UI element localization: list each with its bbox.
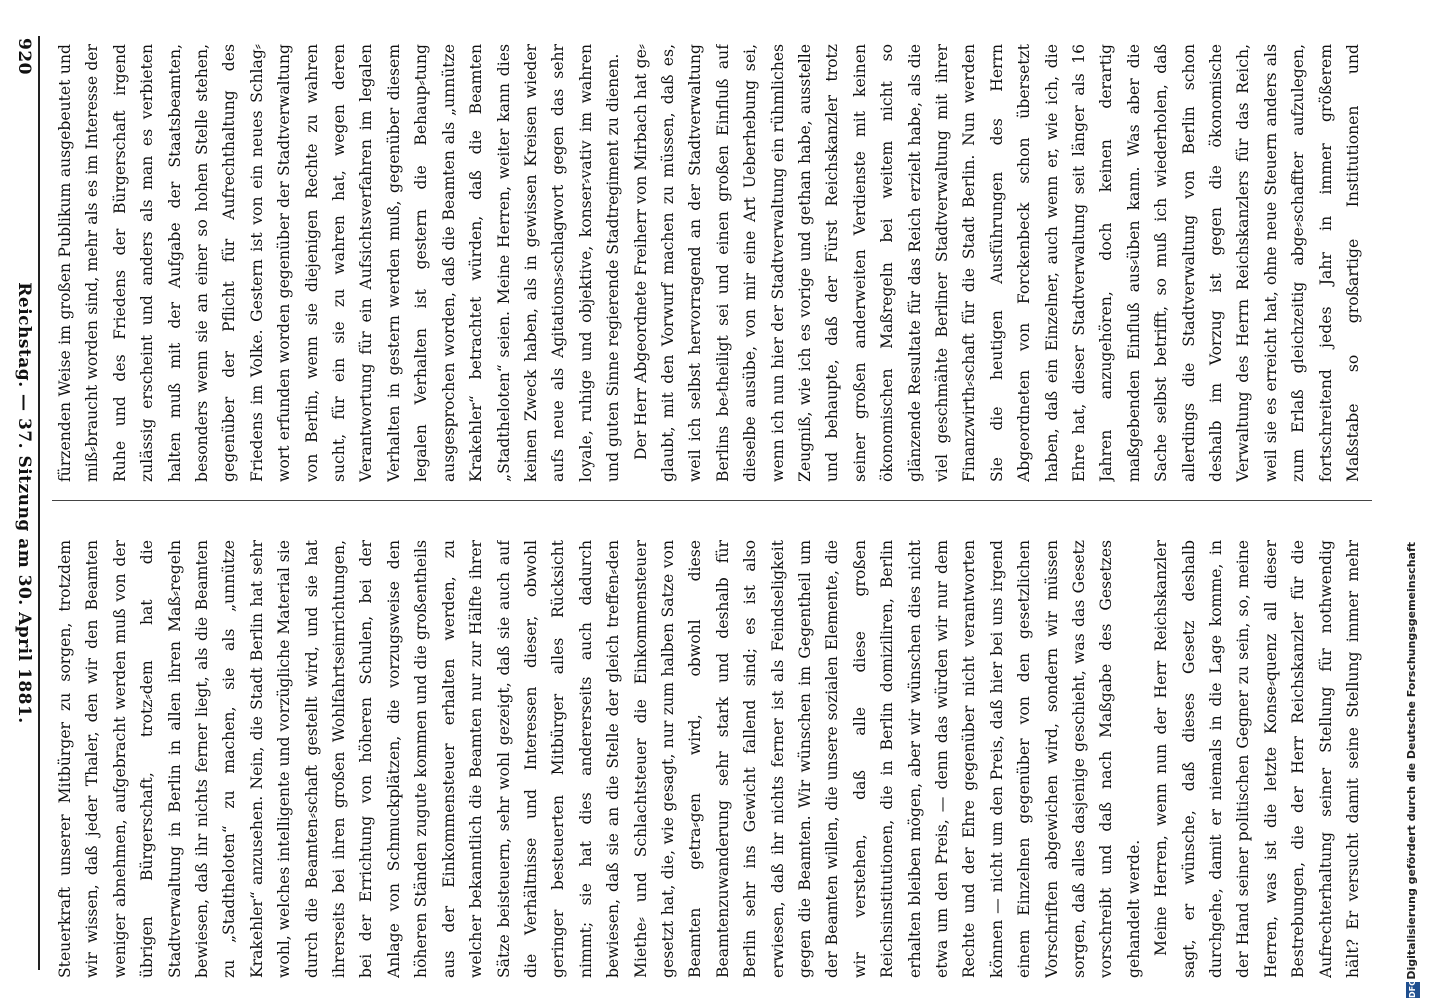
paragraph: Steuerkraft unserer Mitbürger zu sorgen, trotzdem wir wissen, daß jeder Thaler, den wir den Beamten weniger abnehmen, aufgebracht werden muß von der übrigen Bürgerschaft, trotz⸗dem hat die Stadtverwaltung in Berlin in allen ihren Maß⸗regeln bewiesen, daß ihr nichts ferner liegt, als die Beamten zu „Stadtheloten“ zu machen, sie als „unnütze Krakehler“ anzusehen. Nein, die Stadt Berlin hat sehr wohl, welches intelligente und vorzügliche Material sie durch die Beamten⸗schaft gestellt wird, und sie hat ihrerseits bei ihren großen Wohlfahrtseinrichtungen, bei der Errichtung von höheren Schulen, bei der Anlage von Schmuckplätzen, die vorzugsweise den höheren Ständen zugute kommen und die großentheils aus der Einkommensteuer erhalten werden, zu welcher bekanntlich die Beamten nur zur Hälfte ihrer Sätze beisteuern, sehr wohl gezeigt, daß sie auch auf die Verhältnisse und Interessen dieser, obwohl geringer besteuerten Mitbürger alles Rücksicht nimmt; sie hat dies andererseits auch dadurch bewiesen, daß sie an die Stelle der gleich treffen⸗den Miethe⸗ und Schlachtsteuer die Einkommensteuer gesetzt hat, die, wie gesagt, nur zum halben Satze von Beamten getra⸗gen wird, obwohl diese Beamtenzuwanderung sehr stark und deshalb für Berlin sehr ins Gewicht fallend sind; es ist also erwiesen, daß ihr nichts ferner ist als Feindseligkeit gegen die Beamten. Wir wünschen im Gegentheil um der Beamten willen, die unsere sozialen Elemente, die wir verstehen, daß alle diese großen Reichsinstitutionen, die in Berlin domiziliren, Berlin erhalten bleiben mögen, aber wir wünschen dies nicht etwa um den Preis, — denn das würden wir nur dem Rechte und der Ehre gegenüber nicht verantworten können — nicht um den Preis, daß hier bei uns irgend einem Einzelnen gegenüber von den gesetzlichen Vorschriften abgewichen wird, sondern wir müssen sorgen, daß alles dasjenige geschieht, was das Gesetz vorschreibt und daß nach Maßgabe des Gesetzes gehandelt werde.: [56, 540, 1143, 978]
page-header: [12, 38, 34, 968]
paragraph: Meine Herren, wenn nun der Herr Reichskanzler sagt, er wünsche, daß dieses Gesetz deshalb durchgehe, damit er niemals in die Lage komme, in der Hand seiner politischen Gegner zu sein, so, meine Herren, was ist die letzte Konse⸗quenz all dieser Bestrebungen, die der Herr Reichskanzler für die Aufrechterhaltung seiner Stellung für nothwendig hält? Er versucht damit seine Stellung immer mehr: [1152, 540, 1363, 978]
header-rule: [38, 36, 40, 970]
page-number: 920: [14, 38, 34, 75]
digitization-note: Digitalisierung gefördert durch die Deutsche Forschungsgemeinschaft: [1405, 542, 1418, 980]
paragraph: fürzenden Weise im großen Publikum ausgebeutet und miß⸗braucht worden sind, mehr als es im Interesse der Ruhe und des Friedens der Bürgerschaft irgend zulässig erscheint und anders als man es verbieten halten muß mit der Aufgabe der Staatsbeamten, besonders wenn sie an einer so hohen Stelle stehen, gegenüber der Pflicht für Aufrechthaltung des Friedens im Volke. Gestern ist von ein neues Schlag⸗wort erfunden worden gegenüber der Stadtverwaltung von Berlin, wenn sie diejenigen Rechte zu wahren sucht, für ein sie zu wahren hat, wegen deren Verantwortung für ein Aufsichtsverfahren im legalen Verhalten in gestern werden muß, gegenüber diesem legalen Verhalten ist gestern die Behaup⸗tung ausgesprochen worden, daß die Beamten als „unnütze Krakehler“ betrachtet würden, daß die Beamten „Stadtheloten“ seien. Meine Herren, weiter kann dies keinen Zweck haben, als in gewissen Kreisen wieder aufs neue als Agitations⸗schlagwort gegen das sehr loyale, ruhige und objektive, konser⸗vativ im wahren und guten Sinne regierende Stadtregiment zu dienen.: [56, 44, 623, 482]
left-text-column: [52, 44, 1372, 482]
running-head: Reichstag. — 37. Sitzung am 30. April 1881.: [14, 282, 34, 724]
digitization-footer: [1402, 0, 1428, 1000]
dfg-logo-icon: DFG: [1406, 982, 1420, 998]
column-divider: [52, 500, 1372, 501]
right-text-column: [52, 540, 1372, 978]
paragraph: Der Herr Abgeordnete Freiherr von Mirbach hat ge⸗glaubt, mit den Vorwurf machen zu müssen, daß es, weil ich selbst hervorragend an der Stadtverwaltung Berlins be⸗theiligt sei und einen großen Einfluß auf dieselbe ausübe, von mir eine Art Ueberhebung sei, wenn ich nun hier der Stadtverwaltung ein rühmliches Zeugniß, wie ich es vorige und gethan habe, ausstelle und behaupte, daß der Fürst Reichskanzler trotz seiner großen anderweiten Verdienste mit keinen ökonomischen Maßregeln bei weitem nicht so glänzende Resultate für das Reich erzielt habe, als die viel geschmähte Berliner Stadtverwaltung mit ihrer Finanzwirth⸗schaft für die Stadt Berlin. Nun werden Sie die heutigen Ausführungen des Herrn Abgeordneten von Forckenbeck schon übersetzt haben, daß ein Einzelner, auch wenn er, wie ich, die Ehre hat, dieser Stadtverwaltung seit länger als 16 Jahren anzugehören, doch keinen derartig maßgebenden Einfluß aus⸗üben kann. Was aber die Sache selbst betrifft, so muß ich wiederholen, daß allerdings die Stadtverwaltung von Berlin schon deshalb im Vorzug ist gegen die ökonomische Verwaltung des Herrn Reichskanzlers für das Reich, weil sie es erreicht hat, ohne neue Steuern anders als zum Erlaß gleichzeitig abge⸗schaffter aufzulegen, fortschreitend jedes Jahr in immer größerem Maßstabe so großartige Institutionen und: [631, 44, 1363, 482]
